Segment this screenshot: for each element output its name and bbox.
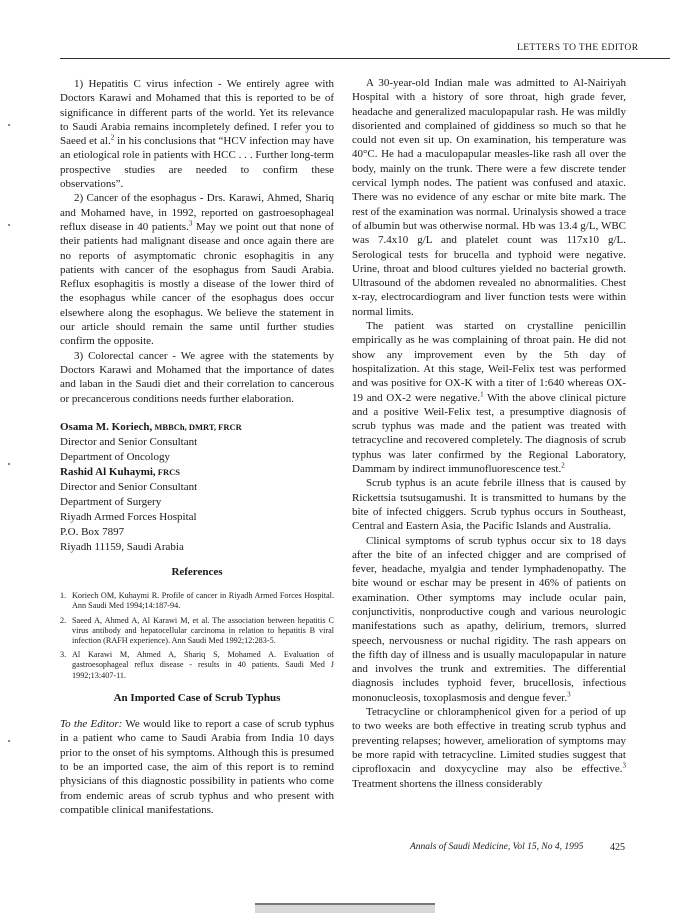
header-rule <box>60 58 670 59</box>
affiliation-line: Director and Senior Consultant <box>60 435 198 448</box>
scan-edge <box>255 903 435 913</box>
running-header: LETTERS TO THE EDITOR <box>517 43 639 53</box>
paragraph: A 30-year-old Indian male was admitted to Al-Nairiyah Hospital with a history of sore throat, high grade fever, headache and generalized maculopapular rash. He was mildly disoriented and complained of giddiness so much so that he could not even sit up. On examination, his temperature was 40°C. He had a maculopapular measles-like rash all over the body, mainly on the trunk. There were a few discrete tender cervical lymph nodes. The patient was confused and ataxic. There was no evidence of any eschar or mite bite mark. The rest of the examination was normal. Urinalysis showed a trace of albumin but was otherwise normal. Hb was 13.4 g/L, WBC was 7.4x10 g/L and platelet count was 117x10 g/L. Serological tests for brucella and typhoid were negative. Urine, throat and blood cultures yielded no bacterial growth. Ultrasound of the abdomen revealed no abnormalities. Chest x-ray, electrocardiogram and liver function tests were within normal limits. <box>352 77 626 318</box>
reference-item: 3. Al Karawi M, Ahmed A, Shariq S, Mohamed A. Evaluation of gastroesophageal reflux disease - results in 40 patients. Saudi Med J 1992;13:407-11. <box>60 650 334 680</box>
affiliation-line: Department of Surgery <box>60 495 162 508</box>
margin-mark <box>8 124 10 126</box>
right-column <box>352 76 626 791</box>
journal-citation: Annals of Saudi Medicine, Vol 15, No 4, 1995 <box>410 842 584 852</box>
affiliation-line: Director and Senior Consultant <box>60 480 198 493</box>
paragraph: 1) Hepatitis C virus infection - We entirely agree with Doctors Karawi and Mohamed that this is reported to be of significance in different parts of the world. Yet its relevance to Saudi Arabia remains incompletely defined. I refer you to Saeed et al.$^2$ in his conclusions that “HCV infection may have an etiological role in patients with HCC . . . Further long-term prospective studies are needed to confirm these observations”. <box>60 78 334 191</box>
affiliation-line: Riyadh 11159, Saudi Arabia <box>60 540 184 553</box>
signature-block <box>60 420 334 555</box>
article-title: An Imported Case of Scrub Typhus <box>113 691 281 704</box>
author-credentials: FRCS <box>155 466 180 477</box>
reference-item: 2. Saeed A, Ahmed A, Al Karawi M, et al. The association between hepatitis C virus antibody and hepatocellular carcinoma in relation to hepatitis B viral infection (RAFH experience). Ann Saudi Med 1992;12:283-5. <box>60 615 334 645</box>
paragraph: Scrub typhus is an acute febrile illness that is caused by Rickettsia tsutsugamushi. It is transmitted to humans by the bite of infected chiggers. Scrub typhus occurs in Southeast, Central and Eastern Asia, the Pacific Islands and Australia. <box>352 477 626 533</box>
affiliation-line: P.O. Box 7897 <box>60 525 125 538</box>
paragraph: Clinical symptoms of scrub typhus occur six to 18 days after the bite of an infected chigger and are comprised of fever, headache, myalgia and tender lymphadenopathy. The bite wound or eschar may be present in 46% of patients on examination. Other symptoms may include ocular pain, conjunctivitis, nonproductive cough and various neurologic manifestations such as apathy, delirium, tremors, slurred speech, nervousness or nuchal rigidity. The rash appears on the fifth day of illness and is usually maculopapular in nature and involves the trunk and extremities. The differential diagnosis includes typhoid fever, brucellosis, infectious mononucleosis, toxoplasmosis and dengue fever.$^3$ <box>352 534 626 704</box>
references-heading: References <box>171 565 223 578</box>
affiliation-line: Department of Oncology <box>60 450 170 463</box>
paragraph: Tetracycline or chloramphenicol given for a period of up to two weeks are both effective in treating scrub typhus and preventing relapses; however, amelioration of symptoms may be more rapid with tetracycline. Limited studies suggest that ciprofloxacin and doxycycline may also be effective.$^3$ Treatment shortens the illness considerably <box>352 706 626 790</box>
margin-mark <box>8 224 10 226</box>
paragraph: 2) Cancer of the esophagus - Drs. Karawi, Ahmed, Shariq and Mohamed have, in 1992, reported on gastroesophageal reflux disease in 40 patients.$^3$ May we point out that none of their patients had malignant disease and once again there are no reports of asymptomatic chronic esophagitis in any patients with cancer of the esophagus from Saudi Arabia. Reflux esophagitis is mostly a disease of the lower third of the esophagus while cancer of the esophagus does occur elsewhere along the esophagus. We believe the statement in our article should remain the same until further studies confirm the opposite. <box>60 192 334 348</box>
margin-mark <box>8 740 10 742</box>
margin-mark <box>8 463 10 465</box>
author-credentials: MBBCh, DMRT, FRCR <box>152 421 242 432</box>
reference-item: 1. Koriech OM, Kuhaymi R. Profile of cancer in Riyadh Armed Forces Hospital. Ann Saudi Med 1994;14:187-94. <box>60 591 334 611</box>
paragraph: The patient was started on crystalline penicillin empirically as he was complaining of throat pain. He did not show any improvement even by the 5th day of hospitalization. At this stage, Weil-Felix test was performed and was positive for OX-K with a titer of 1:640 whereas OX-19 and OX-2 were negative.$^1$ With the above clinical picture and a positive Weil-Felix test, a presumptive diagnosis of scrub typhus was made and the patient was treated with tetracycline and recovered completely. The diagnosis of scrub typhus was later confirmed by the Regional Laboratory, Dammam by indirect immunofluorescence test.$^2$ <box>352 320 626 476</box>
affiliation-line: Riyadh Armed Forces Hospital <box>60 510 197 523</box>
page-number: 425 <box>610 842 625 853</box>
author-name: Rashid Al Kuhaymi, <box>60 465 156 478</box>
paragraph: To the Editor: We would like to report a case of scrub typhus in a patient who came to Saudi Arabia from India 10 days prior to the onset of his symptoms. Although this is presumed to be an imported case, the aim of this report is to remind physicians of this diagnostic possibility in patients who come from endemic areas of scrub typhus and who present with compatible clinical manifestations. <box>60 718 334 816</box>
paragraph: 3) Colorectal cancer - We agree with the statements by Doctors Karawi and Mohamed that the importance of dates and laban in the Saudi diet and their correlation to cancerous or precancerous conditions needs further elaboration. <box>60 349 334 405</box>
reference-list <box>60 591 334 681</box>
left-column <box>60 77 334 817</box>
author-name: Osama M. Koriech, <box>60 420 153 433</box>
